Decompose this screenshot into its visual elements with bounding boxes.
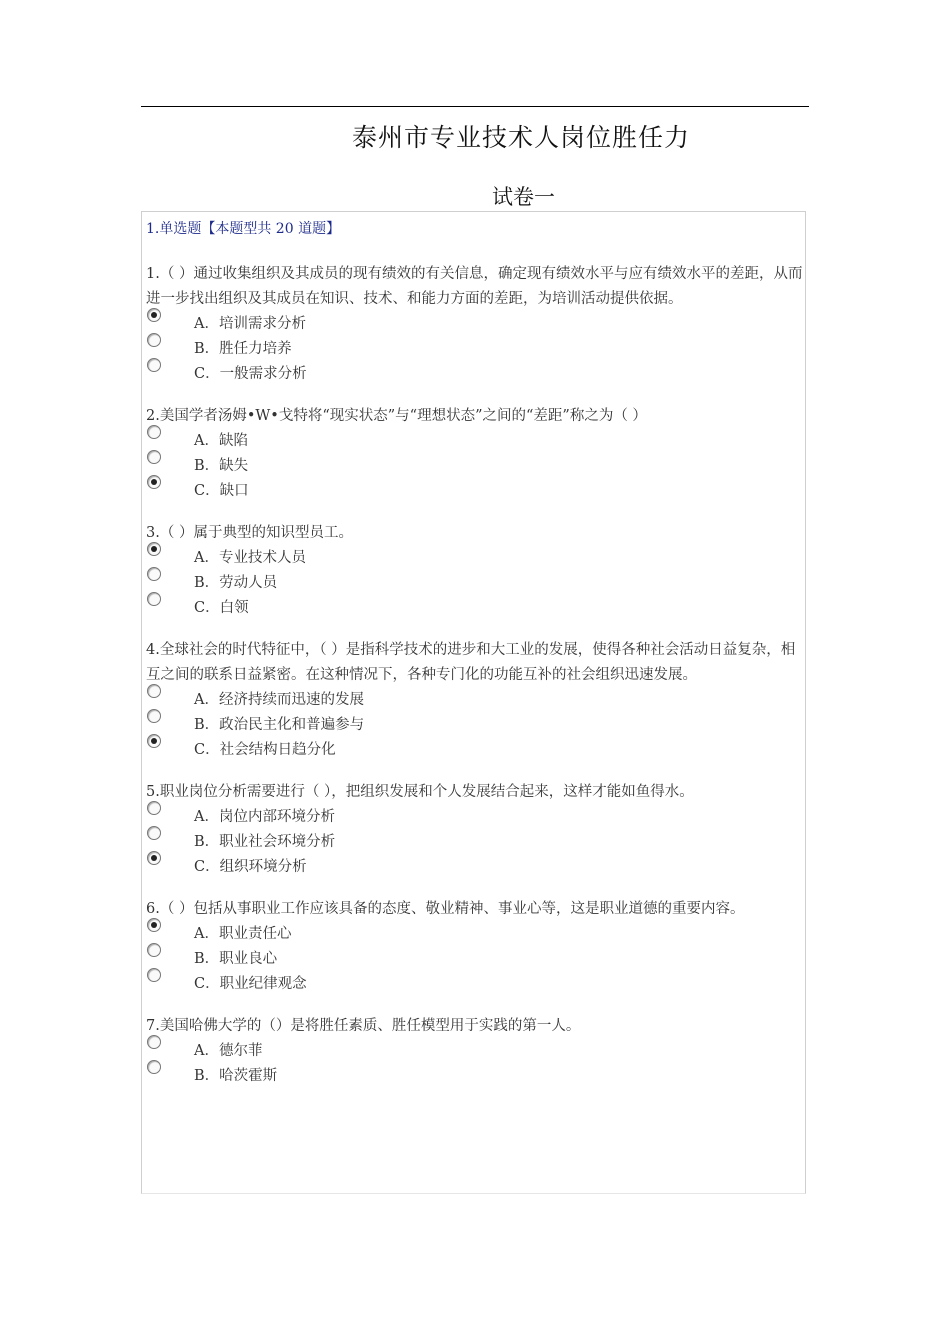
answer-option[interactable] [146, 922, 805, 947]
answer-option[interactable] [146, 830, 805, 855]
option-label: A．缺陷 [194, 433, 248, 449]
option-label: C．白领 [194, 600, 249, 616]
radio-unchecked-icon[interactable] [147, 1060, 161, 1074]
document-subtitle: 试卷一 [492, 185, 555, 209]
question-list [146, 262, 805, 1089]
question-3 [146, 521, 805, 621]
answer-option[interactable] [146, 454, 805, 479]
option-label: A．职业责任心 [194, 926, 292, 942]
question-2 [146, 404, 805, 504]
option-label: A．岗位内部环境分析 [194, 809, 335, 825]
option-label: A．专业技术人员 [194, 550, 306, 566]
radio-unchecked-icon[interactable] [147, 333, 161, 347]
radio-unchecked-icon[interactable] [147, 425, 161, 439]
question-text: 3.（ ）属于典型的知识型员工。 [146, 525, 353, 541]
answer-option[interactable] [146, 312, 805, 337]
radio-unchecked-icon[interactable] [147, 968, 161, 982]
option-label: C．组织环境分析 [194, 859, 307, 875]
option-label: C．一般需求分析 [194, 366, 307, 382]
option-label: A．经济持续而迅速的发展 [194, 692, 364, 708]
answer-option[interactable] [146, 1064, 805, 1089]
answer-option[interactable] [146, 546, 805, 571]
answer-option[interactable] [146, 429, 805, 454]
answer-option[interactable] [146, 337, 805, 362]
option-label: C．职业纪律观念 [194, 976, 307, 992]
question-5 [146, 780, 805, 880]
question-text: 6.（ ）包括从事职业工作应该具备的态度、敬业精神、事业心等，这是职业道德的重要内容。 [146, 901, 745, 917]
option-label: A．培训需求分析 [194, 316, 306, 332]
answer-option[interactable] [146, 479, 805, 504]
radio-checked-icon[interactable] [147, 475, 161, 489]
radio-unchecked-icon[interactable] [147, 826, 161, 840]
answer-option[interactable] [146, 688, 805, 713]
radio-unchecked-icon[interactable] [147, 567, 161, 581]
question-1 [146, 262, 805, 387]
option-label: B．职业良心 [194, 951, 278, 967]
question-text: 7.美国哈佛大学的（）是将胜任素质、胜任模型用于实践的第一人。 [146, 1018, 581, 1034]
section-header: 1.单选题【本题型共 20 道题】 [146, 221, 341, 237]
answer-option[interactable] [146, 1039, 805, 1064]
radio-checked-icon[interactable] [147, 851, 161, 865]
exam-paper [141, 211, 806, 1194]
radio-unchecked-icon[interactable] [147, 709, 161, 723]
question-text: 2.美国学者汤姆•W•戈特将“现实状态”与“理想状态”之间的“差距”称之为（ ） [146, 408, 647, 424]
option-label: B．哈茨霍斯 [194, 1068, 278, 1084]
top-rule [141, 106, 809, 107]
option-label: B．劳动人员 [194, 575, 278, 591]
question-text: 4.全球社会的时代特征中，（ ）是指科学技术的进步和大工业的发展，使得各种社会活动日益复杂，相互之间的联系日益紧密。在这种情况下，各种专门化的功能互补的社会组织迅速发展。 [146, 642, 796, 683]
radio-checked-icon[interactable] [147, 308, 161, 322]
answer-option[interactable] [146, 855, 805, 880]
question-6 [146, 897, 805, 997]
document-title: 泰州市专业技术人岗位胜任力 [351, 123, 690, 152]
answer-option[interactable] [146, 596, 805, 621]
question-text: 1.（ ）通过收集组织及其成员的现有绩效的有关信息，确定现有绩效水平与应有绩效水平的差距，从而进一步找出组织及其成员在知识、技术、和能力方面的差距，为培训活动提供依据。 [146, 266, 803, 307]
question-text: 5.职业岗位分析需要进行（ ），把组织发展和个人发展结合起来，这样才能如鱼得水。 [146, 784, 694, 800]
answer-option[interactable] [146, 571, 805, 596]
option-label: C．社会结构日趋分化 [194, 742, 336, 758]
radio-unchecked-icon[interactable] [147, 801, 161, 815]
radio-unchecked-icon[interactable] [147, 684, 161, 698]
radio-unchecked-icon[interactable] [147, 1035, 161, 1049]
option-label: B．胜任力培养 [194, 341, 292, 357]
radio-unchecked-icon[interactable] [147, 592, 161, 606]
option-label: C．缺口 [194, 483, 249, 499]
question-7 [146, 1014, 805, 1089]
radio-unchecked-icon[interactable] [147, 450, 161, 464]
radio-checked-icon[interactable] [147, 542, 161, 556]
answer-option[interactable] [146, 738, 805, 763]
answer-option[interactable] [146, 713, 805, 738]
option-label: A．德尔菲 [194, 1043, 263, 1059]
option-label: B．职业社会环境分析 [194, 834, 336, 850]
option-label: B．政治民主化和普遍参与 [194, 717, 365, 733]
option-label: B．缺失 [194, 458, 249, 474]
answer-option[interactable] [146, 947, 805, 972]
radio-checked-icon[interactable] [147, 734, 161, 748]
radio-checked-icon[interactable] [147, 918, 161, 932]
answer-option[interactable] [146, 805, 805, 830]
radio-unchecked-icon[interactable] [147, 358, 161, 372]
question-4 [146, 638, 805, 763]
radio-unchecked-icon[interactable] [147, 943, 161, 957]
answer-option[interactable] [146, 972, 805, 997]
answer-option[interactable] [146, 362, 805, 387]
